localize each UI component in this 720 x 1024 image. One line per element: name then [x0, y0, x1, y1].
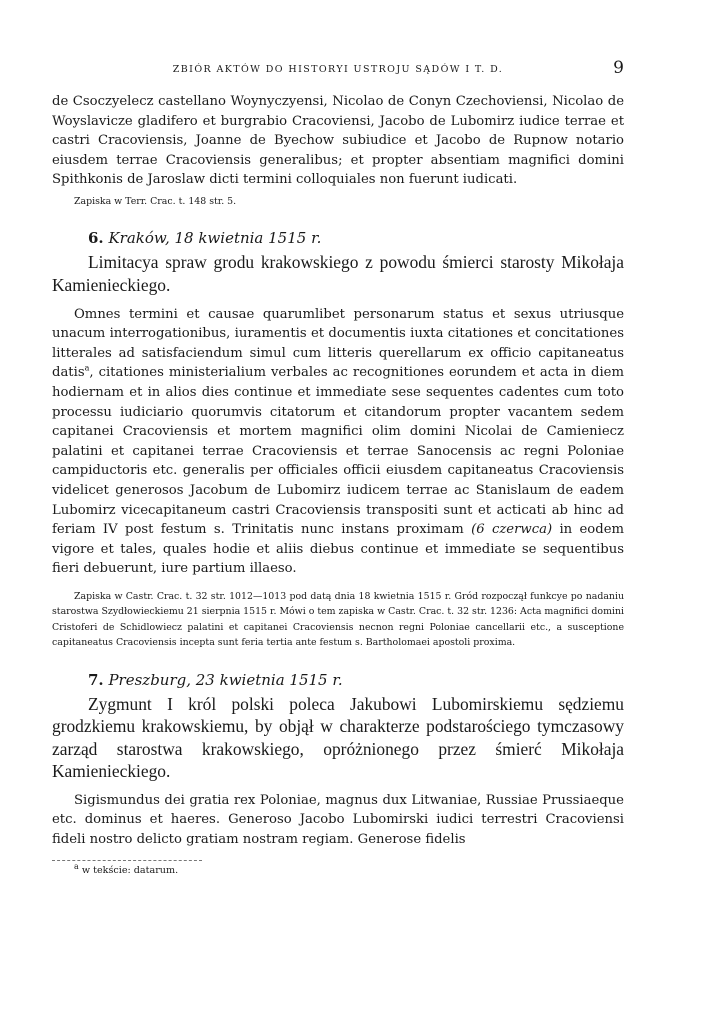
continuation-source-note: Zapiska w Terr. Crac. t. 148 str. 5.	[74, 195, 237, 207]
running-title: ZBIÓR AKTÓW DO HISTORYI USTROJU SĄDÓW I T. D.	[172, 64, 504, 75]
footnote-text: w tekście: datarum.	[81, 864, 179, 876]
continuation-text: de Csoczyelecz castellano Woynyczyensi, Nicolao de Conyn Czechoviensi, Nicolao de Woyslavicze gladifero et burgrabio Cracoviensi, Jacobo de Lubomirz iudice terrae et castri Cracoviensis, Joanne de Byechow subiudice et Jacobo de Rupnow notario eiusdem terrae Cracoviensis generalibus; et propter absentiam magnifici domini Spithkonis de Jaroslaw dicti termini colloquiales non fuerunt iudicati.	[52, 94, 624, 188]
entry-7-number: 7.	[88, 670, 104, 689]
entry-7-text: Sigismundus dei gratia rex Poloniae, magnus dux Litwaniae, Russiae Prussiaeque etc. dominus et haeres. Generoso Jacobo Lubomirski iudici terrestri Cracoviensi fideli nostro delicto gratiam nostram regiam. Generose fidelis	[52, 792, 624, 848]
entry-6-text-part-b: , citationes ministerialium verbales ac recognitiones eorundem et acta in diem hodiernam et in alios dies continue et immediate sese sequentes cadentes cum toto processu iudiciario quorumvis citatorum et citandorum propter vacantem sedem capitanei Cracoviensis et mortem magnifici olim domini Nicolai de Camieniecz palatini et capitanei terrae Cracoviensis et terrae Sanocensis ac regni Poloniae campiductoris etc. generalis per officiales officii eiusdem capitaneatus Cracoviensis videlicet generosos Jacobum de Lubomirz iudicem terrae ac Stanislaum de eadem Lubomirz vicecapitaneum castri Cracoviensis transpositi sunt et acticati ab hinc ad feriam IV post festum s. Trinitatis nunc instans proximam	[52, 365, 624, 538]
running-head	[52, 58, 624, 82]
entry-6-regest: Limitacya spraw grodu krakowskiego z powodu śmierci starosty Mikołaja Kamienieckiego.	[52, 252, 624, 295]
document-page	[52, 58, 624, 876]
entry-6-text	[52, 305, 624, 579]
entry-7-place-date: Preszburg, 23 kwietnia 1515 r.	[108, 670, 343, 689]
entry-7-heading	[88, 671, 624, 689]
entry-6-text-part-c: in eodem vigore et tales, quales hodie et aliis diebus continue et immediate se sequentibus fieri debuerunt, iure partium illaeso.	[52, 522, 624, 577]
entry-6-number: 6.	[88, 229, 104, 248]
footnote	[74, 861, 624, 876]
entry-6-source-note: Zapiska w Castr. Crac. t. 32 str. 1012—1013 pod datą dnia 18 kwietnia 1515 r. Gród rozpoczął funkcye po nadaniu starostwa Szydłowieckiemu 21 sierpnia 1515 r. Mówi o tem zapiska w Castr. Crac. t. 32 str. 1236: Acta magnifici domini Cristoferi de Schidlowiecz palatini et capitanei Cracoviensis necnon regni Poloniae cancellarii etc., a susceptione capitaneatus Cracoviensis incepta sunt feria tertia ante festum s. Bartholomaei apostoli proxima.	[52, 590, 624, 649]
page-number: 9	[613, 58, 624, 78]
entry-6-heading	[88, 229, 624, 247]
entry-6-date-note: (6 czerwca)	[471, 522, 553, 538]
entry-6-text-part-a: Omnes termini et causae quarumlibet personarum status et sexus utriusque unacum interrogationibus, iuramentis et documentis iuxta citationes et concitationes litterales ad satisfaciendum simul cum litteris querellarum ex officio capitaneatus datis	[52, 306, 624, 381]
entry-7-regest: Zygmunt I król polski poleca Jakubowi Lubomirskiemu sędziemu grodzkiemu krakowskiemu, by objął w charakterze podstarościego tymczasowy zarząd starostwa krakowskiego, opróżnionego przez śmierć Mikołaja Kamienieckiego.	[52, 693, 624, 782]
entry-6-place-date: Kraków, 18 kwietnia 1515 r.	[108, 229, 322, 248]
footnote-mark: a	[74, 861, 79, 871]
footnote-marker: a	[84, 363, 90, 373]
